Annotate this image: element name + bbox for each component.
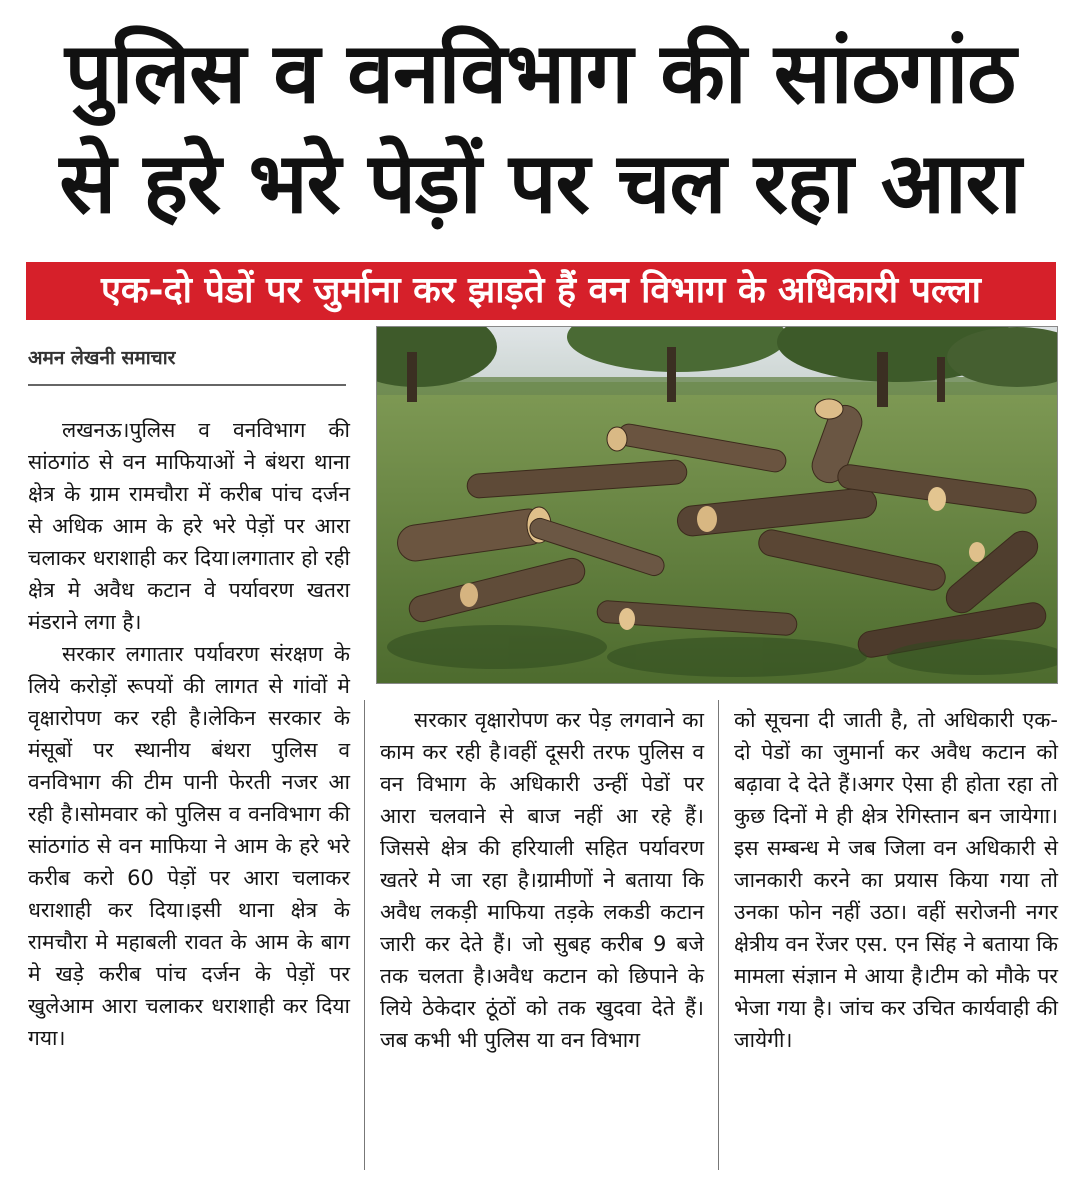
column-divider	[718, 700, 719, 1170]
article-column-3	[734, 704, 1058, 1056]
article-column-2	[380, 704, 704, 1056]
headline-line-1: पुलिस व वनविभाग की सांठगांठ	[64, 24, 1016, 122]
headline-line-2: से हरे भरे पेड़ों पर चल रहा आरा	[59, 134, 1021, 232]
article-photo-cut-tree-logs	[376, 326, 1058, 684]
headline	[20, 18, 1060, 238]
article-paragraph: लखनऊ।पुलिस व वनविभाग की सांठगांठ से वन माफियाओं ने बंथरा थाना क्षेत्र के ग्राम रामचौरा में करीब पांच दर्जन से अधिक आम के हरे भरे पेड़ों पर आरा चलाकर धराशाही कर दिया।लगातार हो रही क्षेत्र मे अवैध कटान वे पर्यावरण खतरा मंडराने लगा है।	[28, 418, 350, 634]
subheadline-banner: एक-दो पेडों पर जुर्माना कर झाड़ते हैं वन विभाग के अधिकारी पल्ला	[26, 262, 1056, 320]
article-paragraph: को सूचना दी जाती है, तो अधिकारी एक-दो पेडों का जुमार्ना कर अवैध कटान को बढ़ावा दे देते हैं।अगर ऐसा ही होता रहा तो कुछ दिनों मे ही क्षेत्र रेगिस्तान बन जायेगा।इस सम्बन्ध मे जब जिला वन अधिकारी से जानकारी करने का प्रयास किया गया तो उनका फोन नहीं उठा। वहीं सरोजनी नगर क्षेत्रीय वन रेंजर एस. एन सिंह ने बताया कि मामला संज्ञान मे आया है।टीम को मौके पर भेजा गया है। जांच कर उचित कार्यवाही की जायेगी।	[734, 708, 1058, 1052]
byline: अमन लेखनी समाचार	[28, 344, 346, 386]
article-paragraph: सरकार वृक्षारोपण कर पेड़ लगवाने का काम कर रही है।वहीं दूसरी तरफ पुलिस व वन विभाग के अधिकारी उन्हीं पेडों पर आरा चलवाने से बाज नहीं आ रहे हैं। जिससे क्षेत्र की हरियाली सहित पर्यावरण खतरे मे जा रहा है।ग्रामीणों ने बताया कि अवैध लकड़ी माफिया तड़के लकडी कटान जारी कर देते हैं। जो सुबह करीब 9 बजे तक चलता है।अवैध कटान को छिपाने के लिये ठेकेदार ठूंठों को तक खुदवा देते हैं।जब कभी भी पुलिस या वन विभाग	[380, 708, 704, 1052]
photo-illustration	[377, 327, 1057, 683]
column-divider	[364, 700, 365, 1170]
article-paragraph: सरकार लगातार पर्यावरण संरक्षण के लिये करोड़ों रूपयों की लागत से गांवों मे वृक्षारोपण कर रही है।लेकिन सरकार के मंसूबों पर स्थानीय बंथरा पुलिस व वनविभाग की टीम पानी फेरती नजर आ रही है।सोमवार को पुलिस व वनविभाग की सांठगांठ से वन माफिया ने आम के हरे भरे करीब करो 60 पेड़ों पर आरा चलाकर धराशाही कर दिया।इसी थाना क्षेत्र के रामचौरा मे महाबली रावत के आम के बाग मे खड़े करीब पांच दर्जन के पेड़ों पर खुलेआम आरा चलाकर धराशाही कर दिया गया।	[28, 642, 350, 1050]
article-column-1	[28, 414, 350, 1054]
